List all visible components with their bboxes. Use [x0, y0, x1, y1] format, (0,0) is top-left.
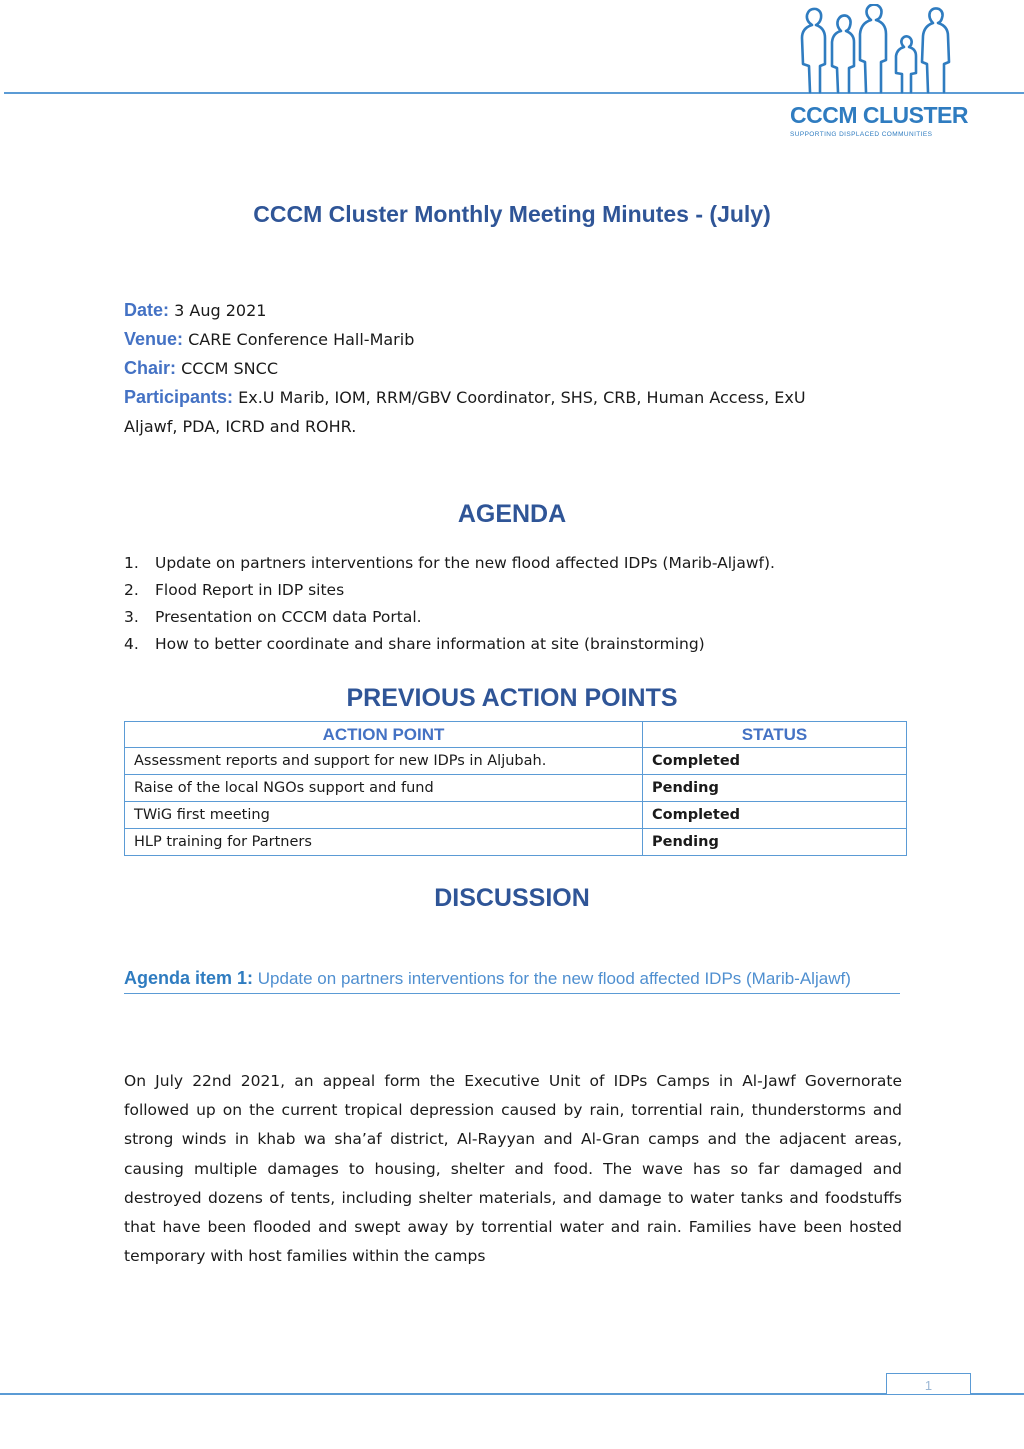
- list-item-number: 4.: [124, 635, 139, 653]
- list-item-text: How to better coordinate and share information at site (brainstorming): [155, 635, 705, 653]
- chair-row: [124, 354, 864, 383]
- list-item: [124, 604, 924, 631]
- list-item: [124, 631, 924, 658]
- list-item-text: Presentation on CCCM data Portal.: [155, 608, 422, 626]
- table-row: [125, 802, 907, 829]
- agenda-item-1-paragraph: On July 22nd 2021, an appeal form the Executive Unit of IDPs Camps in Al-Jawf Governorate followed up on the current tropical depression caused by rain, torrential rain, thunderstorms and strong winds in khab wa sha’af district, Al-Rayyan and Al-Gran camps and the adjacent areas, causing multiple damages to housing, shelter and food. The wave has so far damaged and destroyed dozens of tents, including shelter materials, and damage to water tanks and foodstuffs that have been flooded and swept away by torrential water and rain. Families have been hosted temporary with host families within the camps: [124, 1072, 902, 1266]
- previous-action-points-heading: PREVIOUS ACTION POINTS: [346, 684, 678, 712]
- participants-value: Ex.U Marib, IOM, RRM/GBV Coordinator, SHS, CRB, Human Access, ExU Aljawf, PDA, ICRD and ROHR.: [124, 388, 806, 436]
- page-number-tab: [886, 1373, 971, 1394]
- chair-label: Chair:: [124, 358, 177, 378]
- agenda-heading: AGENDA: [457, 500, 567, 528]
- date-label: Date:: [124, 300, 170, 320]
- agenda-item-1-title: Update on partners interventions for the new flood affected IDPs (Marib-Aljawf): [257, 969, 851, 988]
- status-cell: Completed: [643, 748, 907, 775]
- table-row: [125, 775, 907, 802]
- document-title: CCCM Cluster Monthly Meeting Minutes - (July): [253, 201, 771, 227]
- venue-row: [124, 325, 864, 354]
- list-item: [124, 550, 924, 577]
- logo-tagline: SUPPORTING DISPLACED COMMUNITIES: [790, 131, 933, 138]
- chair-value: CCCM SNCC: [181, 359, 278, 378]
- list-item-text: Flood Report in IDP sites: [155, 581, 345, 599]
- participants-label: Participants:: [124, 387, 234, 407]
- venue-value: CARE Conference Hall-Marib: [188, 330, 415, 349]
- action-cell: Raise of the local NGOs support and fund: [125, 775, 643, 802]
- participants-row: [124, 383, 864, 441]
- column-header-status: STATUS: [643, 722, 907, 748]
- table-row: [125, 748, 907, 775]
- status-cell: Pending: [643, 829, 907, 856]
- status-cell: Completed: [643, 802, 907, 829]
- agenda-list: [124, 550, 924, 658]
- date-value: 3 Aug 2021: [174, 301, 267, 320]
- list-item: [124, 577, 924, 604]
- discussion-heading: DISCUSSION: [434, 884, 590, 912]
- cccm-cluster-logo: [786, 4, 968, 144]
- status-cell: Pending: [643, 775, 907, 802]
- list-item-number: 3.: [124, 608, 139, 626]
- agenda-item-1-label: Agenda item 1:: [124, 968, 254, 988]
- agenda-item-1-heading: [124, 966, 900, 994]
- logo-title: CCCM CLUSTER: [790, 102, 968, 128]
- list-item-number: 2.: [124, 581, 139, 599]
- table-row: [125, 829, 907, 856]
- footer-rule: [0, 1393, 1024, 1395]
- action-cell: TWiG first meeting: [125, 802, 643, 829]
- column-header-action-point: ACTION POINT: [125, 722, 643, 748]
- meeting-details: [124, 296, 864, 441]
- table-header-row: [125, 722, 907, 748]
- venue-label: Venue:: [124, 329, 184, 349]
- list-item-text: Update on partners interventions for the new flood affected IDPs (Marib-Aljawf).: [155, 554, 775, 572]
- action-points-table: [124, 721, 907, 856]
- people-silhouettes-logo-icon: [792, 4, 958, 96]
- page-number: 1: [924, 1378, 933, 1393]
- date-row: [124, 296, 864, 325]
- action-cell: HLP training for Partners: [125, 829, 643, 856]
- list-item-number: 1.: [124, 554, 139, 572]
- action-cell: Assessment reports and support for new IDPs in Aljubah.: [125, 748, 643, 775]
